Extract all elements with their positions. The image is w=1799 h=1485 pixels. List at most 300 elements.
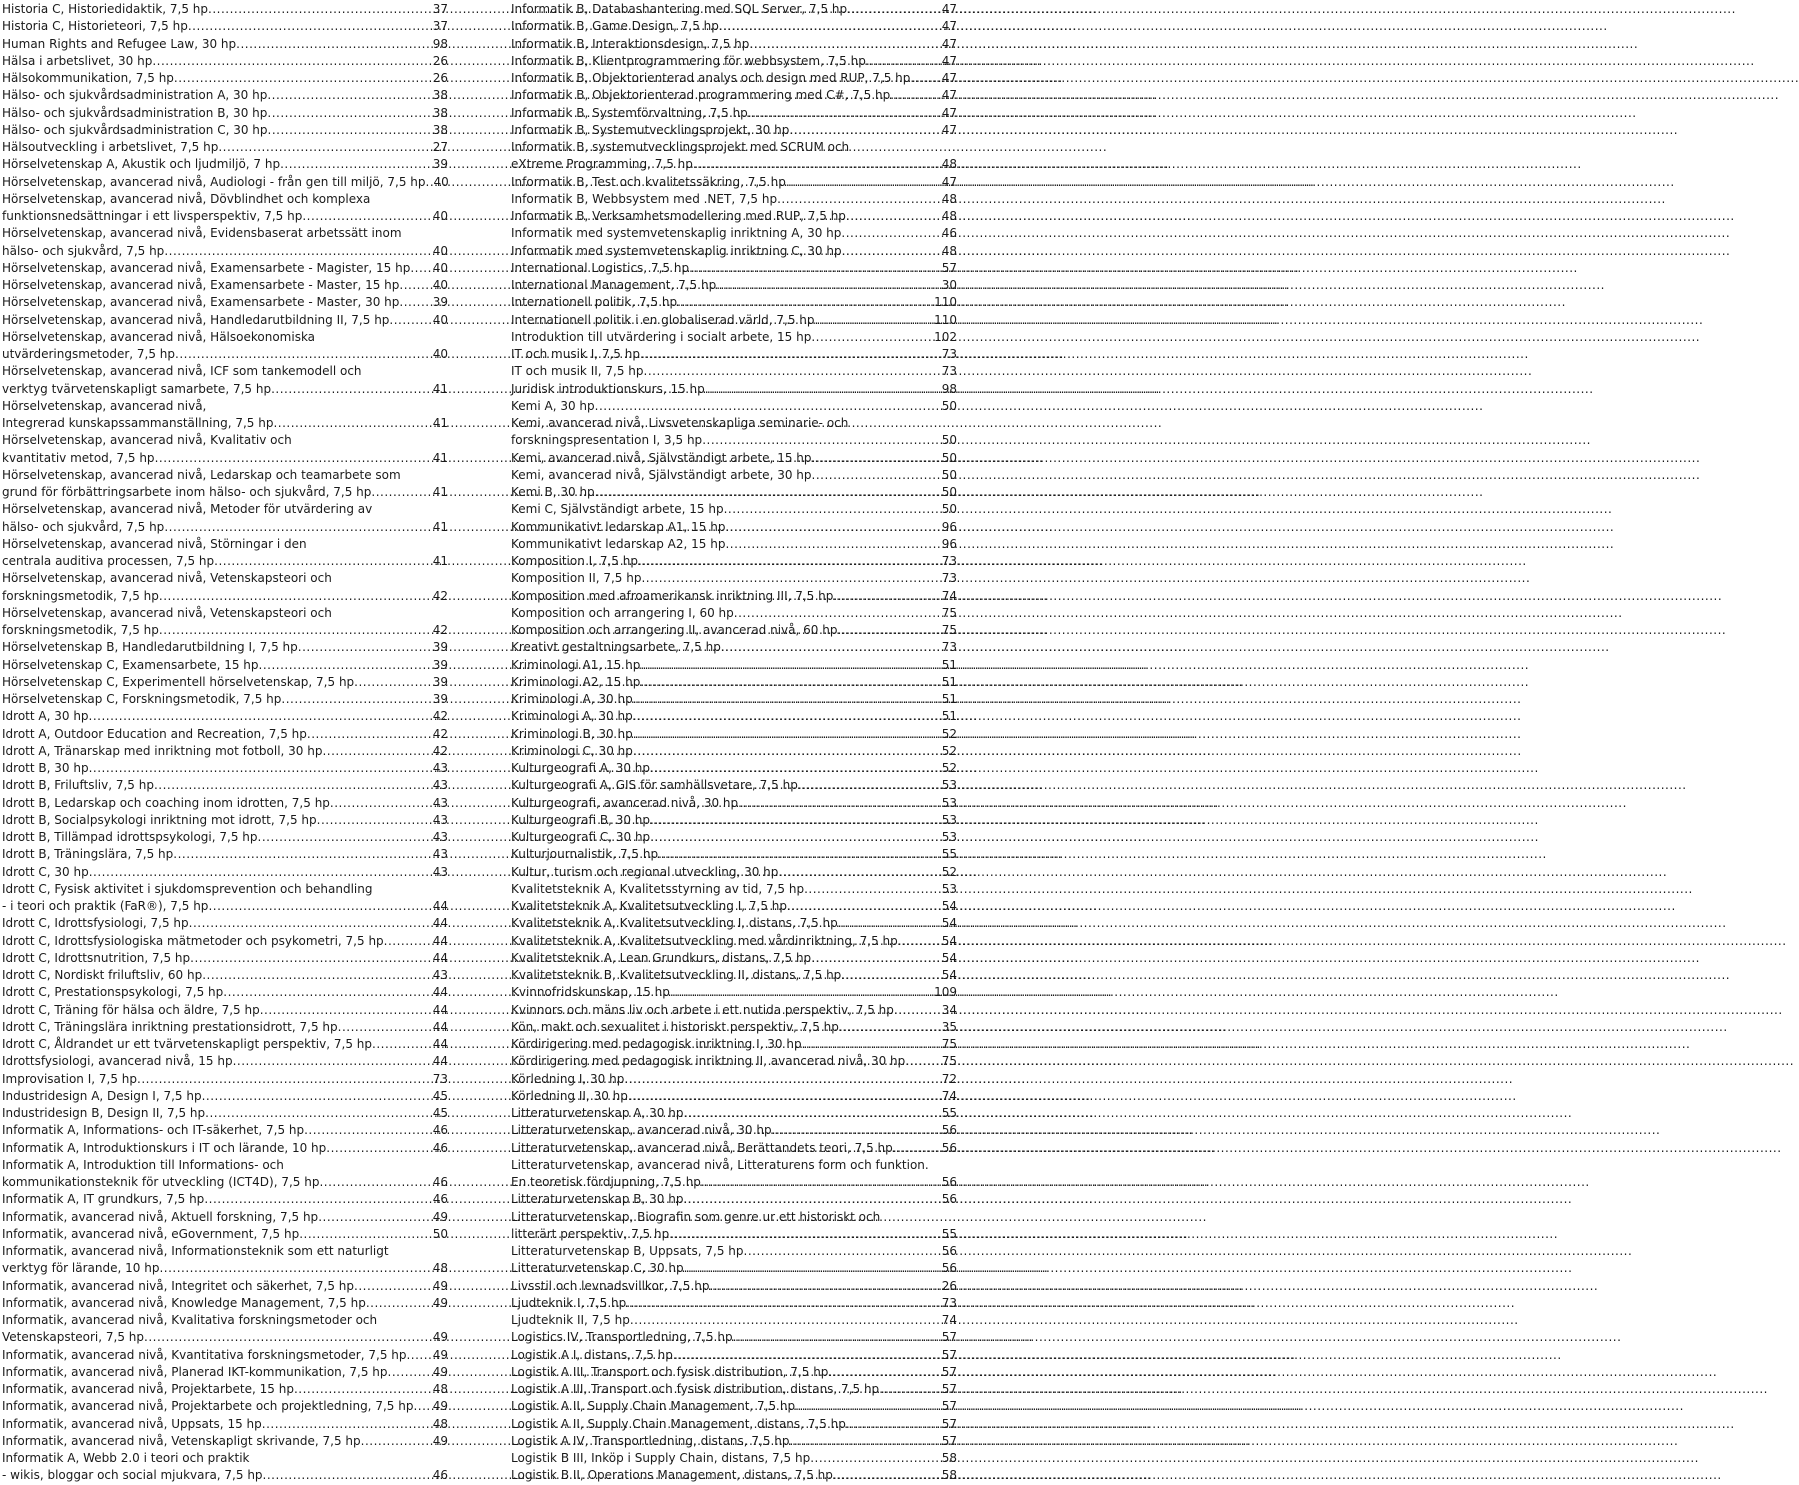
- index-entry: [511, 915, 957, 932]
- index-entry: [511, 743, 957, 760]
- index-entry-title: Litteraturvetenskap, avancerad nivå, Berättandets teori, 7,5 hp: [511, 1140, 893, 1155]
- index-entry: [2, 1243, 448, 1278]
- index-entry: [511, 260, 957, 277]
- index-entry-title: Informatik B, Verksamhetsmodellering med RUP, 7,5 hp: [511, 209, 846, 223]
- dot-leader: [389, 312, 430, 329]
- index-entry: [2, 950, 448, 967]
- index-entry-page-number: 49: [432, 1330, 448, 1345]
- index-entry-page-number: 43: [432, 761, 448, 775]
- index-entry-title: Informatik B, Systemförvaltning, 7,5 hp: [511, 105, 748, 120]
- index-entry-leader-line: [511, 363, 957, 380]
- index-entry-title: Idrott B, Träningslära, 7,5 hp: [2, 847, 174, 862]
- index-entry-page-number: 47: [941, 122, 957, 137]
- index-entry-title: Internationell politik i en globaliserad värld, 7,5 hp: [511, 312, 815, 327]
- index-entry: [2, 1140, 448, 1157]
- index-entry: [511, 708, 957, 725]
- dot-leader: [670, 984, 932, 1001]
- dot-leader: [789, 122, 939, 139]
- index-entry-title: Logistik A II, Supply Chain Management, 7,5 hp: [511, 1399, 796, 1414]
- index-entry: [511, 1209, 957, 1244]
- dot-leader: [384, 933, 431, 950]
- index-entry-page-number: 45: [432, 1106, 448, 1120]
- dot-leader: [258, 829, 431, 846]
- index-entry-leader-line: [2, 674, 448, 691]
- index-entry-title: Informatik B, Test och kvalitetssäkring, 7,5 hp: [511, 174, 786, 189]
- index-entry-leader-line: [511, 1053, 957, 1070]
- index-entry: [2, 312, 448, 329]
- index-entry: [2, 881, 448, 916]
- index-entry: [511, 1467, 957, 1484]
- index-entry: [511, 277, 957, 294]
- index-entry-title: eXtreme Programming, 7,5 hp: [511, 157, 693, 172]
- index-entry-title: IT och musik I, 7,5 hp: [511, 347, 640, 361]
- index-entry: [511, 294, 957, 311]
- index-entry-leader-line: [511, 174, 957, 191]
- index-entry-leader-line: [511, 570, 957, 587]
- index-entry: [511, 1381, 957, 1398]
- index-entry-title: Logistik A III, Transport och fysisk distribution, distans, 7,5 hp: [511, 1382, 880, 1396]
- dot-leader: [811, 950, 940, 967]
- index-entry-page-number: 53: [941, 812, 957, 827]
- index-entry-leader-line: [511, 1243, 957, 1260]
- index-entry-title: grund för förbättringsarbete inom hälso- och sjukvård, 7,5 hp: [2, 485, 372, 499]
- index-entry-page-number: 50: [941, 485, 957, 499]
- index-entry-page-number: 44: [432, 1019, 448, 1034]
- index-entry: [2, 864, 448, 881]
- index-entry-title-line: Hörselvetenskap, avancerad nivå, Hälsoekonomiska: [2, 329, 316, 344]
- index-entry-page-number: 52: [941, 726, 957, 741]
- dot-leader: [338, 1019, 431, 1036]
- index-entry: [511, 501, 957, 518]
- dot-leader: [733, 1329, 940, 1346]
- dot-leader: [684, 1260, 940, 1277]
- dot-leader: [846, 208, 940, 225]
- dot-leader: [281, 691, 430, 708]
- index-entry-title: Livsstil och levnadsvillkor, 7,5 hp: [511, 1278, 710, 1293]
- index-entry: [2, 53, 448, 70]
- index-entry: [2, 329, 448, 364]
- dot-leader: [406, 1347, 430, 1364]
- dot-leader: [790, 1433, 940, 1450]
- index-entry: [2, 967, 448, 984]
- dot-leader: [233, 1053, 431, 1070]
- index-entry-title: Informatik B, Systemutvecklingsprojekt, 30 hp: [511, 122, 790, 137]
- index-entry-title: Kommunikativt ledarskap A1, 15 hp: [511, 519, 726, 534]
- dot-leader: [205, 1105, 431, 1122]
- index-entry: [2, 1002, 448, 1019]
- index-entry-leader-line: [511, 1450, 957, 1467]
- index-entry-page-number: 48: [432, 1416, 448, 1431]
- index-entry-leader-line: [511, 1260, 957, 1277]
- index-entry-leader-line: [2, 691, 448, 708]
- index-entry-page-number: 50: [941, 398, 957, 413]
- index-entry-page-number: 40: [432, 260, 448, 275]
- index-entry: [511, 174, 957, 191]
- index-entry-page-number: 56: [941, 1192, 957, 1207]
- index-entry: [2, 191, 448, 226]
- dot-leader: [318, 1209, 431, 1226]
- index-entry-leader-line: [511, 846, 957, 863]
- index-entry-title: Informatik med systemvetenskaplig inriktning A, 30 hp: [511, 226, 842, 241]
- dot-leader: [866, 53, 940, 70]
- dot-leader: [847, 1, 940, 18]
- index-entry-title: Kriminologi A, 30 hp: [511, 709, 633, 724]
- index-entry: [511, 105, 957, 122]
- index-entry-leader-line: [2, 1433, 448, 1450]
- index-entry: [511, 933, 957, 950]
- dot-leader: [725, 519, 939, 536]
- index-entry-title: Hälso- och sjukvårdsadministration C, 30 hp: [2, 122, 268, 137]
- index-entry-leader-line: [511, 260, 957, 277]
- index-entry-page-number: 49: [432, 1209, 448, 1224]
- index-entry-page-number: 35: [941, 1019, 957, 1034]
- dot-leader: [173, 846, 430, 863]
- index-entry-title: International Management, 7,5 hp: [511, 278, 717, 292]
- index-entry: [2, 122, 448, 139]
- index-entry-page-number: 52: [941, 743, 957, 758]
- dot-leader: [268, 122, 431, 139]
- dot-leader: [841, 967, 939, 984]
- index-entry-title: Kemi B, 30 hp: [511, 485, 595, 499]
- index-entry-page-number: 57: [941, 1433, 957, 1448]
- index-entry-leader-line: [2, 1364, 448, 1381]
- index-entry: [511, 398, 957, 415]
- dot-leader: [159, 588, 431, 605]
- index-entry: [2, 570, 448, 605]
- index-entry: [2, 1053, 448, 1070]
- index-entry-page-number: 58: [941, 1451, 957, 1465]
- index-entry-title: Integrerad kunskapssammanställning, 7,5 hp: [2, 416, 274, 430]
- dot-leader: [837, 622, 939, 639]
- index-entry-page-number: 40: [432, 278, 448, 292]
- index-entry-title: Informatik, avancerad nivå, eGovernment, 7,5 hp: [2, 1226, 300, 1241]
- index-entry-title: Hörselvetenskap C, Examensarbete, 15 hp: [2, 657, 259, 672]
- index-entry-title-line: Informatik, avancerad nivå, Informationsteknik som ett naturligt: [2, 1244, 389, 1258]
- index-entry-title: Kemi, avancerad nivå, Självständigt arbete, 30 hp: [511, 467, 812, 482]
- index-entry-title: kommunikationsteknik för utveckling (ICT4D), 7,5 hp: [2, 1175, 320, 1189]
- dot-leader: [155, 450, 431, 467]
- index-entry-leader-line: [511, 36, 957, 53]
- index-entry-title: Logistics IV, Transportledning, 7,5 hp: [511, 1330, 733, 1345]
- index-entry-leader-line: [511, 777, 957, 794]
- index-entry-page-number: 49: [432, 1433, 448, 1448]
- index-entry-leader-line: [2, 1416, 448, 1433]
- index-entry-title: Idrott A, Tränarskap med inriktning mot fotboll, 30 hp: [2, 743, 323, 758]
- index-entry-title: Informatik, avancerad nivå, Uppsats, 15 hp: [2, 1416, 262, 1431]
- index-entry-title: Kvalitetsteknik A, Kvalitetsutveckling med vårdinriktning, 7,5 hp: [511, 933, 898, 948]
- index-entry: [511, 139, 957, 174]
- index-entry-leader-line: [511, 122, 957, 139]
- index-entry: [511, 225, 957, 242]
- index-entry-leader-line: [511, 1, 957, 18]
- index-entry-title: Kvalitetsteknik A, Lean Grundkurs, distans, 7,5 hp: [511, 950, 812, 965]
- index-entry-page-number: 42: [432, 709, 448, 724]
- dot-leader: [298, 639, 431, 656]
- dot-leader: [208, 1, 431, 18]
- dot-leader: [214, 553, 431, 570]
- index-entry-title-line: Informatik B, systemutvecklingsprojekt med SCRUM och: [511, 140, 850, 154]
- index-entry-page-number: 73: [941, 554, 957, 568]
- index-entry-page-number: 74: [941, 1088, 957, 1103]
- dot-leader: [898, 933, 940, 950]
- index-entry: [511, 415, 957, 450]
- index-entry-title: Kvalitetsteknik A, Kvalitetsutveckling I, 7,5 hp: [511, 899, 787, 913]
- index-entry-page-number: 52: [941, 864, 957, 879]
- index-entry-title: Kvalitetsteknik B, Kvalitetsutveckling II, distans, 7,5 hp: [511, 968, 842, 982]
- index-entry-page-number: 39: [432, 692, 448, 706]
- index-entry: [2, 1036, 448, 1053]
- index-entry-title: Komposition och arrangering I, 60 hp: [511, 605, 734, 620]
- index-entry-leader-line: [2, 1105, 448, 1122]
- index-entry-title: Kemi, avancerad nivå, Självständigt arbete, 15 hp: [511, 450, 812, 465]
- index-entry-page-number: 44: [432, 985, 448, 1000]
- index-entry: [511, 726, 957, 743]
- index-entry: [511, 898, 957, 915]
- index-entry-page-number: 72: [941, 1071, 957, 1086]
- index-entry: [511, 1071, 957, 1088]
- index-entry-page-number: 47: [941, 19, 957, 34]
- index-entry-title: IT och musik II, 7,5 hp: [511, 364, 644, 379]
- index-entry-title: Informatik, avancerad nivå, Knowledge Management, 7,5 hp: [2, 1295, 366, 1310]
- index-entry: [2, 933, 448, 950]
- index-entry-title-line: Hörselvetenskap, avancerad nivå, ICF som tankemodell och: [2, 364, 362, 379]
- index-entry: [2, 294, 448, 311]
- index-entry: [511, 70, 957, 87]
- index-entry-page-number: 43: [432, 847, 448, 862]
- index-entry-title: Hörselvetenskap, avancerad nivå, Audiologi - från gen till miljö, 7,5 hp: [2, 174, 426, 189]
- dot-leader: [164, 519, 430, 536]
- index-entry-title: Historia C, Historiedidaktik, 7,5 hp: [2, 2, 209, 16]
- index-entry-leader-line: [2, 864, 448, 881]
- index-entry-title: Litteraturvetenskap C, 30 hp: [511, 1261, 684, 1276]
- index-entry-title: Kommunikativt ledarskap A2, 15 hp: [511, 536, 726, 551]
- index-entry-title: Kvinnors och mäns liv och arbete i ett nutida perspektiv, 7,5 hp: [511, 1002, 894, 1017]
- index-entry-page-number: 39: [432, 295, 448, 310]
- index-entry-title-line: Hörselvetenskap, avancerad nivå, Evidensbaserat arbetssätt inom: [2, 226, 402, 241]
- index-entry: [2, 657, 448, 674]
- dot-leader: [413, 1398, 430, 1415]
- index-entry: [511, 967, 957, 984]
- index-entry-title-line: Hörselvetenskap, avancerad nivå, Kvalitativ och: [2, 433, 292, 448]
- index-entry-page-number: 49: [432, 1364, 448, 1379]
- index-entry-page-number: 57: [941, 1382, 957, 1396]
- index-entry: [2, 536, 448, 571]
- index-entry-page-number: 51: [941, 709, 957, 724]
- index-entry: [511, 1243, 957, 1260]
- index-entry-page-number: 54: [941, 916, 957, 931]
- index-entry-leader-line: [511, 1347, 957, 1364]
- index-entry-page-number: 52: [941, 761, 957, 775]
- index-entry-leader-line: [2, 898, 448, 915]
- dot-leader: [748, 105, 940, 122]
- dot-leader: [738, 795, 940, 812]
- index-entry: [511, 1191, 957, 1208]
- index-entry-page-number: 49: [432, 1278, 448, 1293]
- index-entry-title: Körledning I, 30 hp: [511, 1071, 625, 1086]
- index-entry-leader-line: [2, 915, 448, 932]
- index-entry: [511, 622, 957, 639]
- dot-leader: [302, 208, 430, 225]
- dot-leader: [633, 743, 940, 760]
- index-entry: [2, 1122, 448, 1139]
- dot-leader: [650, 812, 940, 829]
- index-entry-title: Idrott A, Outdoor Education and Recreation, 7,5 hp: [2, 726, 307, 741]
- index-entry-title: Kemi A, 30 hp: [511, 398, 595, 413]
- index-entry-page-number: 44: [432, 916, 448, 931]
- index-entry-page-number: 42: [432, 588, 448, 603]
- index-entry-page-number: 43: [432, 795, 448, 810]
- index-entry-title: Idrott C, Träningslära inriktning prestationsidrott, 7,5 hp: [2, 1019, 338, 1034]
- index-entry-title: Kördirigering med pedagogisk inriktning I, 30 hp: [511, 1037, 802, 1051]
- index-entry-leader-line: [511, 312, 957, 329]
- index-entry-title: Litteraturvetenskap, avancerad nivå, 30 hp: [511, 1123, 772, 1138]
- index-entry-title: Hälsa i arbetslivet, 30 hp: [2, 53, 153, 68]
- index-entry-page-number: 44: [432, 899, 448, 913]
- dot-leader: [399, 277, 430, 294]
- index-entry-page-number: 57: [941, 1330, 957, 1345]
- index-entry-title: Logistik A II, Supply Chain Management, distans, 7,5 hp: [511, 1416, 846, 1431]
- index-entry-leader-line: [511, 208, 957, 225]
- index-entry-leader-line: [511, 812, 957, 829]
- index-entry: [2, 1, 448, 18]
- index-entry: [511, 1329, 957, 1346]
- index-entry-page-number: 96: [941, 519, 957, 534]
- index-entry: [2, 639, 448, 656]
- index-entry-leader-line: [2, 812, 448, 829]
- index-entry-leader-line: [511, 1122, 957, 1139]
- dot-leader: [189, 915, 431, 932]
- index-entry-leader-line: [511, 1295, 957, 1312]
- index-entry-page-number: 27: [432, 140, 448, 154]
- dot-leader: [650, 760, 940, 777]
- dot-leader: [890, 87, 939, 104]
- index-entry: [2, 984, 448, 1001]
- index-entry: [2, 1278, 448, 1295]
- index-entry-title-line: Idrott C, Fysisk aktivitet i sjukdomsprevention och behandling: [2, 881, 373, 896]
- index-entry-title: Improvisation I, 7,5 hp: [2, 1071, 137, 1086]
- index-entry-page-number: 56: [941, 1140, 957, 1155]
- index-entry-title: Ljudteknik II, 7,5 hp: [511, 1313, 630, 1327]
- index-entry-page-number: 38: [432, 88, 448, 103]
- index-entry-title: funktionsnedsättningar i ett livsperspektiv, 7,5 hp: [2, 209, 303, 223]
- index-entry-page-number: 41: [432, 485, 448, 499]
- index-entry-title: Logistik A III, Transport och fysisk distribution, 7,5 hp: [511, 1364, 829, 1379]
- index-entry-leader-line: [2, 1226, 448, 1243]
- index-entry-title-line: Hörselvetenskap, avancerad nivå, Dövblindhet och komplexa: [2, 191, 371, 206]
- index-entry-title: - i teori och praktik (FaR®), 7,5 hp: [2, 899, 209, 913]
- dot-leader: [628, 1088, 940, 1105]
- index-entry-title: Hörselvetenskap B, Handledarutbildning I, 7,5 hp: [2, 640, 298, 655]
- index-entry-title-line: Hörselvetenskap, avancerad nivå, Ledarskap och teamarbete som: [2, 467, 401, 482]
- dot-leader: [802, 1036, 940, 1053]
- index-entry: [511, 191, 957, 208]
- dot-leader: [271, 381, 431, 398]
- index-entry-page-number: 26: [432, 53, 448, 68]
- index-entry-page-number: 74: [941, 1313, 957, 1327]
- index-entry-leader-line: [511, 1002, 957, 1019]
- index-entry: [2, 260, 448, 277]
- index-entry-page-number: 48: [432, 1382, 448, 1396]
- index-entry-page-number: 44: [432, 933, 448, 948]
- index-entry-title: Komposition II, 7,5 hp: [511, 571, 642, 586]
- index-entry-page-number: 47: [941, 88, 957, 103]
- index-entry-title: Hälsoutveckling i arbetslivet, 7,5 hp: [2, 140, 219, 154]
- dot-leader: [89, 708, 431, 725]
- index-entry-page-number: 54: [941, 950, 957, 965]
- dot-leader: [693, 156, 940, 173]
- dot-leader: [633, 691, 940, 708]
- index-entry-page-number: 46: [432, 1140, 448, 1155]
- dot-leader: [702, 432, 940, 449]
- index-entry: [2, 777, 448, 794]
- index-entry-page-number: 43: [432, 778, 448, 793]
- index-entry-page-number: 48: [432, 1261, 448, 1276]
- index-entry-page-number: 74: [941, 588, 957, 603]
- index-entry: [511, 570, 957, 587]
- index-entry-title-line: Informatik A, Webb 2.0 i teori och praktik: [2, 1451, 250, 1465]
- index-entry-title: Informatik, avancerad nivå, Kvantitativa forskningsmetoder, 7,5 hp: [2, 1347, 407, 1362]
- dot-leader: [190, 950, 431, 967]
- index-entry-title: Kreativt gestaltningsarbete, 7,5 hp: [511, 640, 721, 655]
- index-entry-page-number: 54: [941, 968, 957, 982]
- index-entry-title: Kulturgeografi, avancerad nivå, 30 hp: [511, 795, 739, 810]
- index-entry-leader-line: [2, 208, 448, 225]
- index-entry-leader-line: [511, 243, 957, 260]
- index-entry-page-number: 47: [941, 105, 957, 120]
- index-entry-page-number: 44: [432, 1054, 448, 1069]
- index-entry-leader-line: [2, 1002, 448, 1019]
- dot-leader: [388, 1364, 431, 1381]
- index-entry: [511, 18, 957, 35]
- dot-leader: [633, 726, 940, 743]
- index-entry-title: Komposition och arrangering II, avancerad nivå, 60 hp: [511, 623, 838, 637]
- dot-leader: [371, 484, 430, 501]
- dot-leader: [833, 1467, 940, 1484]
- index-entry-leader-line: [511, 1433, 957, 1450]
- index-entry: [2, 1071, 448, 1088]
- index-entry-leader-line: [2, 139, 448, 156]
- index-entry-leader-line: [511, 933, 957, 950]
- dot-leader: [839, 1019, 940, 1036]
- index-entry-leader-line: [2, 450, 448, 467]
- index-entry: [2, 1019, 448, 1036]
- index-entry-page-number: 73: [941, 571, 957, 586]
- index-entry-page-number: 42: [432, 726, 448, 741]
- index-entry-leader-line: [511, 1416, 957, 1433]
- index-entry-leader-line: [511, 294, 957, 311]
- index-entry-page-number: 50: [432, 1226, 448, 1241]
- dot-leader: [218, 139, 430, 156]
- index-entry-page-number: 40: [432, 312, 448, 327]
- index-entry-title: Informatik A, Introduktionskurs i IT och lärande, 10 hp: [2, 1140, 327, 1155]
- index-entry-page-number: 26: [432, 71, 448, 85]
- index-entry: [2, 1364, 448, 1381]
- index-entry: [511, 588, 957, 605]
- index-entry-page-number: 96: [941, 536, 957, 551]
- index-entry-page-number: 44: [432, 950, 448, 965]
- index-entry-title-line: Informatik A, Introduktion till Informations- och: [2, 1157, 284, 1172]
- index-entry-title: hälso- och sjukvård, 7,5 hp: [2, 243, 165, 258]
- index-entry-title: Hörselvetenskap A, Akustik och ljudmiljö, 7 hp: [2, 157, 281, 172]
- index-entry-page-number: 75: [941, 623, 957, 637]
- index-entry-leader-line: [2, 622, 448, 639]
- index-entry: [511, 812, 957, 829]
- index-entry-leader-line: [511, 1105, 957, 1122]
- index-entry-page-number: 48: [941, 191, 957, 206]
- index-entry-title: Hörselvetenskap C, Forskningsmetodik, 7,5 hp: [2, 692, 282, 706]
- index-entry: [2, 1381, 448, 1398]
- index-entry: [511, 1157, 957, 1192]
